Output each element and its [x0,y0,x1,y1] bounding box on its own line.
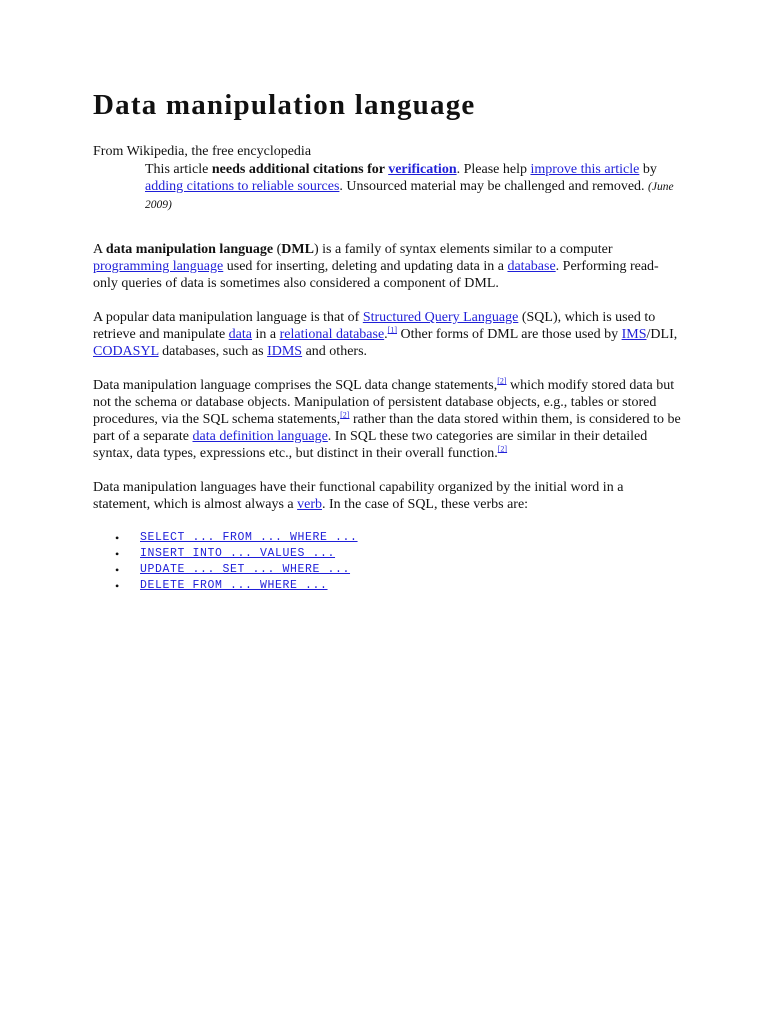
link-idms[interactable]: IDMS [267,344,303,359]
text: and others. [302,344,368,359]
text: Data manipulation language comprises the SQL data change statements, [93,378,498,393]
bullet-icon: • [115,563,120,577]
text: A [93,242,106,257]
text: databases, such as [158,344,268,359]
sql-verb-list [93,530,683,594]
notice-text: This article [145,162,212,177]
list-item [93,578,683,594]
reference-2[interactable]: [2] [497,376,507,386]
link-ims[interactable]: IMS [621,327,647,342]
text: (SQL), which is used to retrieve and manipulate [93,310,656,342]
notice-bold-text: needs additional citations for [211,162,389,177]
text: Data manipulation languages have their functional capability organized by the initial word in a statement, which is almost always a [93,480,624,512]
reference-2[interactable]: [2] [340,410,350,420]
paragraph-intro [93,241,683,292]
paragraph-dml-scope [93,377,683,462]
sql-delete-link[interactable]: DELETE FROM ... WHERE ... [140,579,328,592]
link-programming-language[interactable]: programming language [93,259,224,274]
sql-insert-link[interactable]: INSERT INTO ... VALUES ... [140,547,336,560]
paragraph-sql [93,309,683,360]
list-item [93,546,683,562]
bullet-icon: • [115,531,120,545]
text: . In SQL these two categories are similar in their detailed syntax, data types, expressions etc., but distinct in their overall function. [93,429,648,461]
notice-text: . Please help [456,162,531,177]
sql-select-link[interactable]: SELECT ... FROM ... WHERE ... [140,531,358,544]
bullet-icon: • [115,579,120,593]
citation-notice [145,161,685,214]
text: Other forms of DML are those used by [397,327,622,342]
sql-update-link[interactable]: UPDATE ... SET ... WHERE ... [140,563,351,576]
paragraph-verbs [93,479,683,513]
term-bold: data manipulation language [105,242,274,257]
text: ) is a family of syntax elements similar to a computer [313,242,613,257]
reference-2[interactable]: [2] [497,444,508,454]
link-verb[interactable]: verb [297,497,323,512]
notice-text: by [639,162,657,177]
link-codasyl[interactable]: CODASYL [93,344,159,359]
link-database[interactable]: database [507,259,556,274]
text: . In the case of SQL, these verbs are: [322,497,529,512]
bullet-icon: • [115,547,120,561]
reference-1[interactable]: [1] [387,325,397,335]
notice-date: (June 2009) [145,181,674,211]
text: which modify stored data but not the schema or database objects. Manipulation of persistent database objects, e.g., tables or stored procedures, via the SQL schema statements, [93,378,675,427]
text: in a [252,327,280,342]
link-data[interactable]: data [228,327,252,342]
text: . Performing read-only queries of data is sometimes also considered a component of DML. [93,259,659,291]
list-item [93,530,683,546]
text: A popular data manipulation language is that of [93,310,363,325]
link-improve-this-article[interactable]: improve this article [530,162,640,177]
link-data-definition-language[interactable]: data definition language [192,429,328,444]
text: ( [273,242,282,257]
link-verification[interactable]: verification [388,162,457,177]
text: rather than the data stored within them, is considered to be part of a separate [93,412,681,444]
tagline: From Wikipedia, the free encyclopedia [93,144,312,159]
link-adding-citations[interactable]: adding citations to reliable sources [145,179,340,194]
link-relational-database[interactable]: relational database [279,327,385,342]
link-structured-query-language[interactable]: Structured Query Language [362,310,519,325]
list-item [93,562,683,578]
notice-text: . Unsourced material may be challenged and removed. [339,179,649,194]
text: . [384,327,388,342]
text: used for inserting, deleting and updating data in a [223,259,508,274]
page-title: Data manipulation language [93,89,476,121]
article [93,84,683,594]
text: /DLI, [646,327,678,342]
abbreviation-bold: DML [281,242,314,257]
